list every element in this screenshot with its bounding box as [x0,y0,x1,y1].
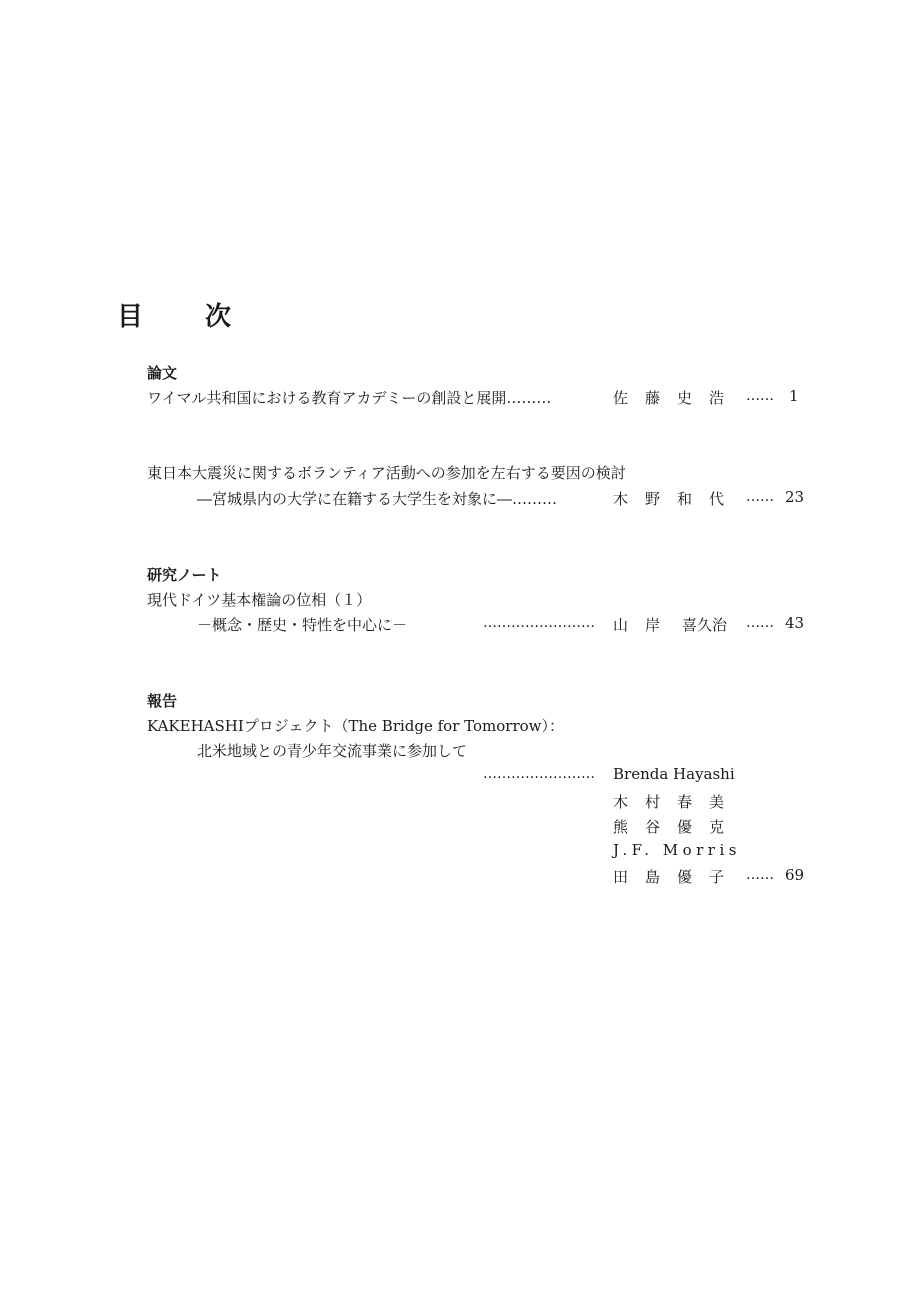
page-number: 1 [789,387,799,405]
entry-author: 木村春美 [613,793,742,811]
entry-subtitle: 北米地域との青少年交流事業に参加して [197,742,468,760]
entry-title: ワイマル共和国における教育アカデミーの創設と展開……… [147,389,552,407]
dot-leader: …………………… [483,766,595,782]
page-number: 23 [785,488,805,506]
page-leader: …… [746,489,774,505]
page-number: 69 [785,866,805,884]
entry-author-given: 喜久治 [682,616,728,634]
entry-title: KAKEHASHIプロジェクト（The Bridge for Tomorrow）： [147,717,564,735]
entry-author-surname: 山岸 [613,616,678,634]
section-heading-ronbun: 論文 [147,364,178,382]
page-leader: …… [746,867,774,883]
page-number: 43 [785,614,805,632]
dot-leader: …………………… [483,615,595,631]
entry-author: Brenda Hayashi [613,765,735,783]
entry-subtitle: ―宮城県内の大学に在籍する大学生を対象に―……… [197,490,558,508]
entry-author: J.F. Morris [613,841,741,859]
entry-author: 佐藤史浩 [613,389,742,407]
section-heading-report: 報告 [147,692,178,710]
page-leader: …… [746,615,774,631]
toc-title: 目 次 [117,302,250,332]
section-heading-note: 研究ノート [147,566,222,584]
entry-author: 田島優子 [613,868,742,886]
entry-title: 現代ドイツ基本権論の位相（１） [147,591,372,609]
entry-title: 東日本大震災に関するボランティア活動への参加を左右する要因の検討 [147,464,626,482]
entry-author: 熊谷優克 [613,818,742,836]
entry-author: 木野和代 [613,490,742,508]
entry-subtitle: －概念・歴史・特性を中心に－ [197,616,408,634]
page-leader: …… [746,388,774,404]
